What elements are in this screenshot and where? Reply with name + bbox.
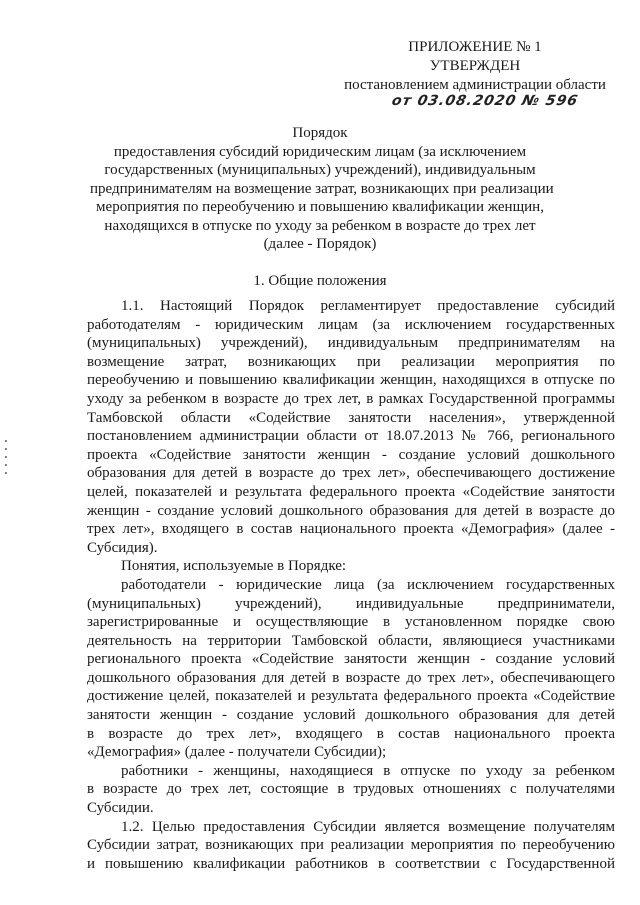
scan-dot [5, 464, 7, 466]
scan-margin-mark [5, 440, 8, 530]
body-line: переобучению и повышению квалификации женщин, находящихся в отпуске по [87, 372, 615, 389]
body-line: образования для детей в возрасте до трех лет», обеспечивающего достижение [87, 465, 615, 482]
scan-dot [5, 472, 7, 474]
body-line: зарегистрированные и осуществляющие в установленном порядке свою [87, 614, 615, 631]
body-line: Понятия, используемые в Порядке: [121, 558, 347, 575]
body-line: занятости женщин - создание условий дошкольного образования для детей [87, 707, 615, 724]
scan-dot [5, 448, 7, 450]
body-line: постановлением администрации области от 18.07.2013 № 766, регионального [87, 428, 615, 445]
title-line: государственных (муниципальных) учреждений), индивидуальным [104, 162, 536, 178]
body-line: трех лет», входящего в состав национального проекта «Демография» (далее - [87, 521, 615, 538]
body-line: проекта «Содействие занятости женщин - создание условий дошкольного [87, 446, 615, 463]
body-line: (муниципальных) учреждений), индивидуальным предпринимателям на [87, 335, 615, 352]
title-line: находящихся в отпуске по уходу за ребенком в возрасте до трех лет [104, 217, 536, 234]
document-body [87, 297, 615, 873]
body-line: дошкольного образования для детей в возрасте до трех лет», обеспечивающего [87, 669, 615, 686]
body-line: женщин - создание условий дошкольного образования для детей в возрасте до [87, 502, 615, 519]
title-line: предоставления субсидий юридическим лицам (за исключением [113, 143, 527, 160]
body-line: работодатели - юридические лица (за исключением государственных [121, 576, 615, 593]
body-line: уходу за ребенком в возрасте до трех лет, в рамках Государственной программы [87, 390, 615, 407]
body-line: целей, показателей и результата федерального проекта «Содействие занятости [87, 483, 615, 500]
body-line: (муниципальных) учреждений), индивидуальные предприниматели, [87, 595, 615, 612]
body-line: Субсидия). [87, 539, 158, 556]
body-line: «Демография» (далее - получатели Субсидии); [87, 744, 387, 761]
section-heading: 1. Общие положения [253, 273, 387, 289]
document-title [90, 124, 554, 254]
body-line: возмещение затрат, возникающих при реализации мероприятия по [87, 353, 615, 370]
title-line: мероприятия по переобучению и повышению квалификации женщин, [96, 199, 544, 215]
body-line: деятельность на территории Тамбовской области, являющиеся участниками [87, 632, 615, 649]
body-line: достижение целей, показателей и результата федерального проекта «Содействие [87, 688, 615, 705]
approved-by-label: постановлением администрации области [344, 77, 606, 93]
scan-dot [5, 456, 7, 458]
body-line: Тамбовской области «Содействие занятости населения», утвержденной [87, 409, 615, 426]
body-line: работодателям - юридическим лицам (за исключением государственных [87, 316, 615, 333]
title-line: предпринимателям на возмещение затрат, возникающих при реализации [90, 180, 554, 197]
body-line: работники - женщины, находящиеся в отпуске по уходу за ребенком [121, 762, 615, 779]
appendix-label: ПРИЛОЖЕНИЕ № 1 [408, 39, 542, 55]
approved-label: УТВЕРЖДЕН [429, 58, 521, 74]
body-line: регионального проекта «Содействие занятости женщин - создание условий [87, 651, 615, 668]
body-line: в возрасте до трех лет, состоящие в трудовых отношениях с получателями [87, 781, 615, 798]
body-line: 1.2. Целью предоставления Субсидии является возмещение получателям [121, 818, 615, 835]
title-line: (далее - Порядок) [263, 236, 377, 252]
title-line: Порядок [292, 125, 348, 141]
body-line: Субсидии затрат, возникающих при реализации мероприятия по переобучению [87, 837, 615, 854]
body-line: 1.1. Настоящий Порядок регламентирует предоставление субсидий [121, 298, 615, 314]
body-line: и повышению квалификации работников в соответствии с Государственной [87, 855, 615, 872]
body-line: в возрасте до трех лет», входящего в состав национального проекта [87, 725, 615, 742]
handwritten-date-number: от 03.08.2020 № 596 [390, 93, 580, 109]
scan-dot [5, 440, 7, 442]
body-line: Субсидии. [87, 800, 154, 817]
